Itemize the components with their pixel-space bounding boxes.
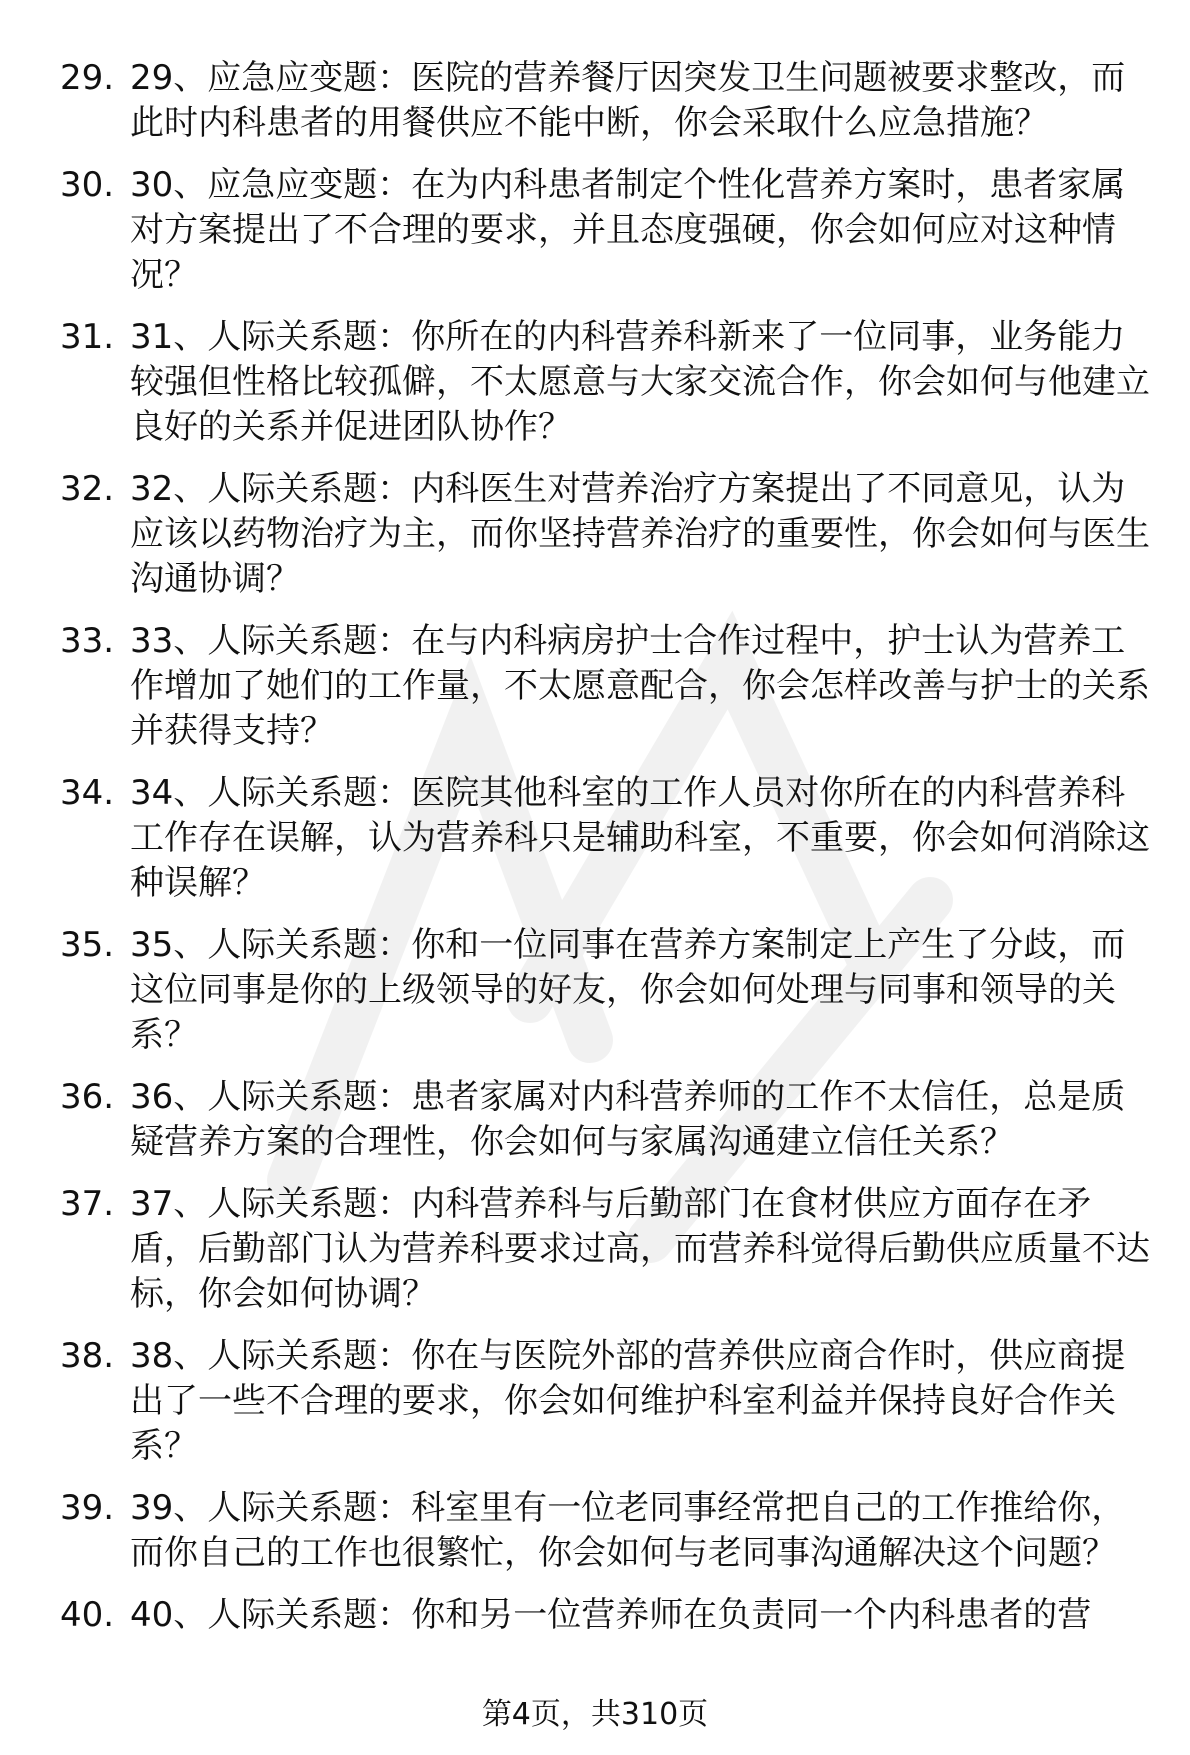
question-text: 33、人际关系题：在与内科病房护士合作过程中，护士认为营养工作增加了她们的工作量，不太愿意配合，你会怎样改善与护士的关系并获得支持？ (130, 621, 1150, 751)
question-item-40 (60, 1593, 1150, 1638)
question-item-29 (60, 56, 1150, 146)
question-text: 35、人际关系题：你和一位同事在营养方案制定上产生了分歧，而这位同事是你的上级领导的好友，你会如何处理与同事和领导的关系？ (130, 925, 1126, 1055)
question-text: 38、人际关系题：你在与医院外部的营养供应商合作时，供应商提出了一些不合理的要求，你会如何维护科室利益并保持良好合作关系？ (130, 1336, 1126, 1466)
question-item-36 (60, 1075, 1150, 1165)
question-number: 34. (60, 773, 115, 813)
question-item-35 (60, 923, 1150, 1058)
question-number: 29. (60, 58, 115, 98)
question-text: 29、应急应变题：医院的营养餐厅因突发卫生问题被要求整改，而此时内科患者的用餐供应不能中断，你会采取什么应急措施？ (130, 58, 1126, 143)
question-number: 36. (60, 1077, 115, 1117)
question-text: 37、人际关系题：内科营养科与后勤部门在食材供应方面存在矛盾，后勤部门认为营养科要求过高，而营养科觉得后勤供应质量不达标，你会如何协调？ (130, 1184, 1150, 1314)
question-text: 34、人际关系题：医院其他科室的工作人员对你所在的内科营养科工作存在误解，认为营养科只是辅助科室，不重要，你会如何消除这种误解？ (130, 773, 1150, 903)
question-item-31 (60, 315, 1150, 450)
question-number: 35. (60, 925, 115, 965)
question-text: 40、人际关系题：你和另一位营养师在负责同一个内科患者的营 (130, 1595, 1092, 1635)
question-number: 38. (60, 1336, 115, 1376)
question-text: 39、人际关系题：科室里有一位老同事经常把自己的工作推给你，而你自己的工作也很繁忙，你会如何与老同事沟通解决这个问题？ (130, 1488, 1126, 1573)
question-item-39 (60, 1486, 1150, 1576)
question-item-32 (60, 467, 1150, 602)
question-item-30 (60, 163, 1150, 298)
question-number: 30. (60, 165, 115, 205)
question-text: 31、人际关系题：你所在的内科营养科新来了一位同事，业务能力较强但性格比较孤僻，不太愿意与大家交流合作，你会如何与他建立良好的关系并促进团队协作？ (130, 317, 1150, 447)
page-number-footer: 第4页，共310页 (481, 1697, 709, 1732)
question-number: 31. (60, 317, 115, 357)
question-number: 37. (60, 1184, 115, 1224)
question-text: 32、人际关系题：内科医生对营养治疗方案提出了不同意见，认为应该以药物治疗为主，而你坚持营养治疗的重要性，你会如何与医生沟通协调？ (130, 469, 1150, 599)
question-list (60, 56, 1150, 1655)
question-number: 40. (60, 1595, 115, 1635)
question-number: 32. (60, 469, 115, 509)
question-number: 33. (60, 621, 115, 661)
question-item-34 (60, 771, 1150, 906)
question-text: 30、应急应变题：在为内科患者制定个性化营养方案时，患者家属对方案提出了不合理的要求，并且态度强硬，你会如何应对这种情况？ (130, 165, 1126, 295)
question-text: 36、人际关系题：患者家属对内科营养师的工作不太信任，总是质疑营养方案的合理性，你会如何与家属沟通建立信任关系？ (130, 1077, 1126, 1162)
question-item-33 (60, 619, 1150, 754)
question-number: 39. (60, 1488, 115, 1528)
question-item-37 (60, 1182, 1150, 1317)
question-item-38 (60, 1334, 1150, 1469)
